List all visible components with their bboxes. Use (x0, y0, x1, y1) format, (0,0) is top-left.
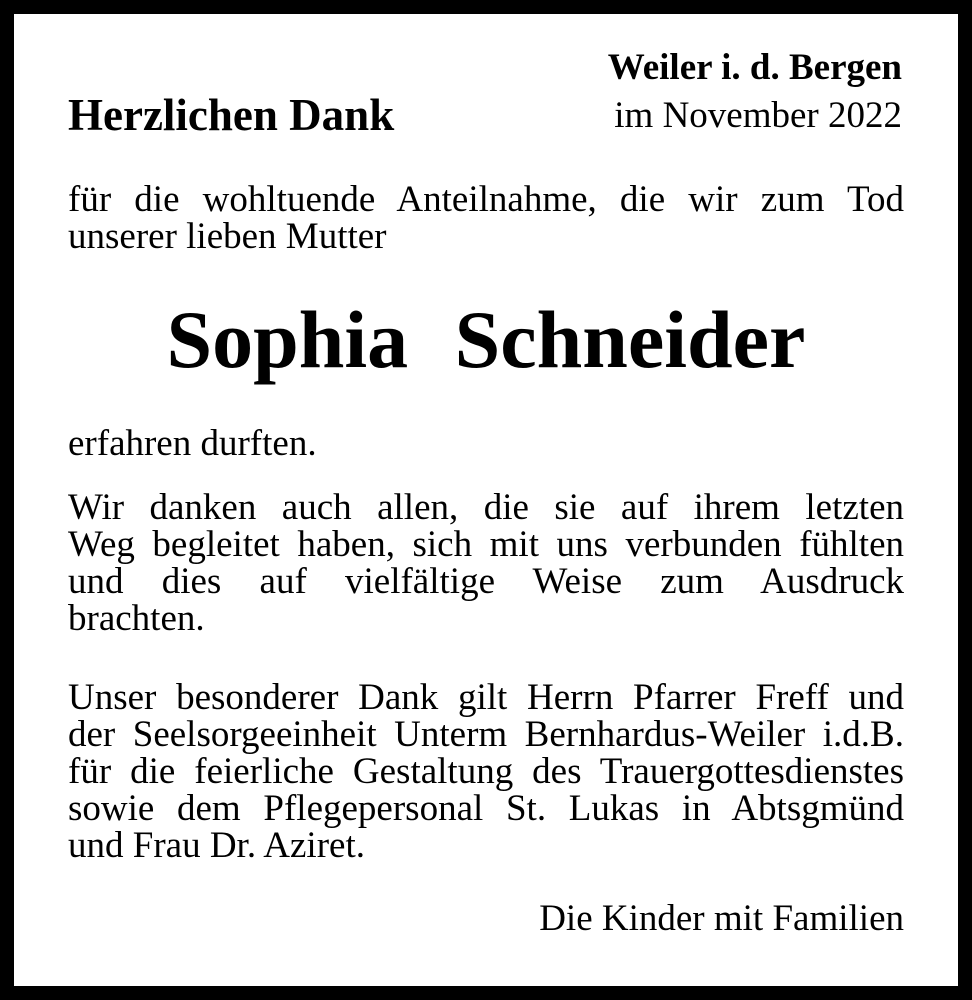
paragraph-special-thanks-line: für die feierliche Gestaltung des Trauergottesdienstes (68, 751, 904, 792)
paragraph-special-thanks (68, 679, 904, 864)
after-name-text: erfahren durften. (68, 423, 317, 464)
paragraph-thanks (68, 489, 904, 637)
paragraph-thanks-line: und dies auf vielfältige Weise zum Ausdruck (68, 561, 904, 602)
location: Weiler i. d. Bergen (607, 47, 902, 88)
paragraph-thanks-line: Weg begleitet haben, sich mit uns verbunden fühlten (68, 524, 904, 565)
paragraph-special-thanks-line: der Seelsorgeeinheit Unterm Bernhardus-Weiler i.d.B. (68, 714, 904, 755)
date: im November 2022 (614, 95, 902, 136)
paragraph-thanks-line: brachten. (68, 598, 205, 639)
intro-line-1: für die wohltuende Anteilnahme, die wir zum Tod (68, 179, 904, 220)
paragraph-special-thanks-line: Unser besonderer Dank gilt Herrn Pfarrer Freff und (68, 677, 904, 718)
headline: Herzlichen Dank (68, 90, 395, 140)
paragraph-special-thanks-line: und Frau Dr. Aziret. (68, 825, 365, 866)
paragraph-thanks-line: Wir danken auch allen, die sie auf ihrem letzten (68, 487, 904, 528)
paragraph-special-thanks-line: sowie dem Pflegepersonal St. Lukas in Abtsgmünd (68, 788, 904, 829)
signature: Die Kinder mit Familien (539, 898, 904, 939)
intro-text (68, 181, 904, 255)
deceased-name: Sophia Schneider (166, 294, 806, 385)
intro-line-2: unserer lieben Mutter (68, 216, 387, 257)
